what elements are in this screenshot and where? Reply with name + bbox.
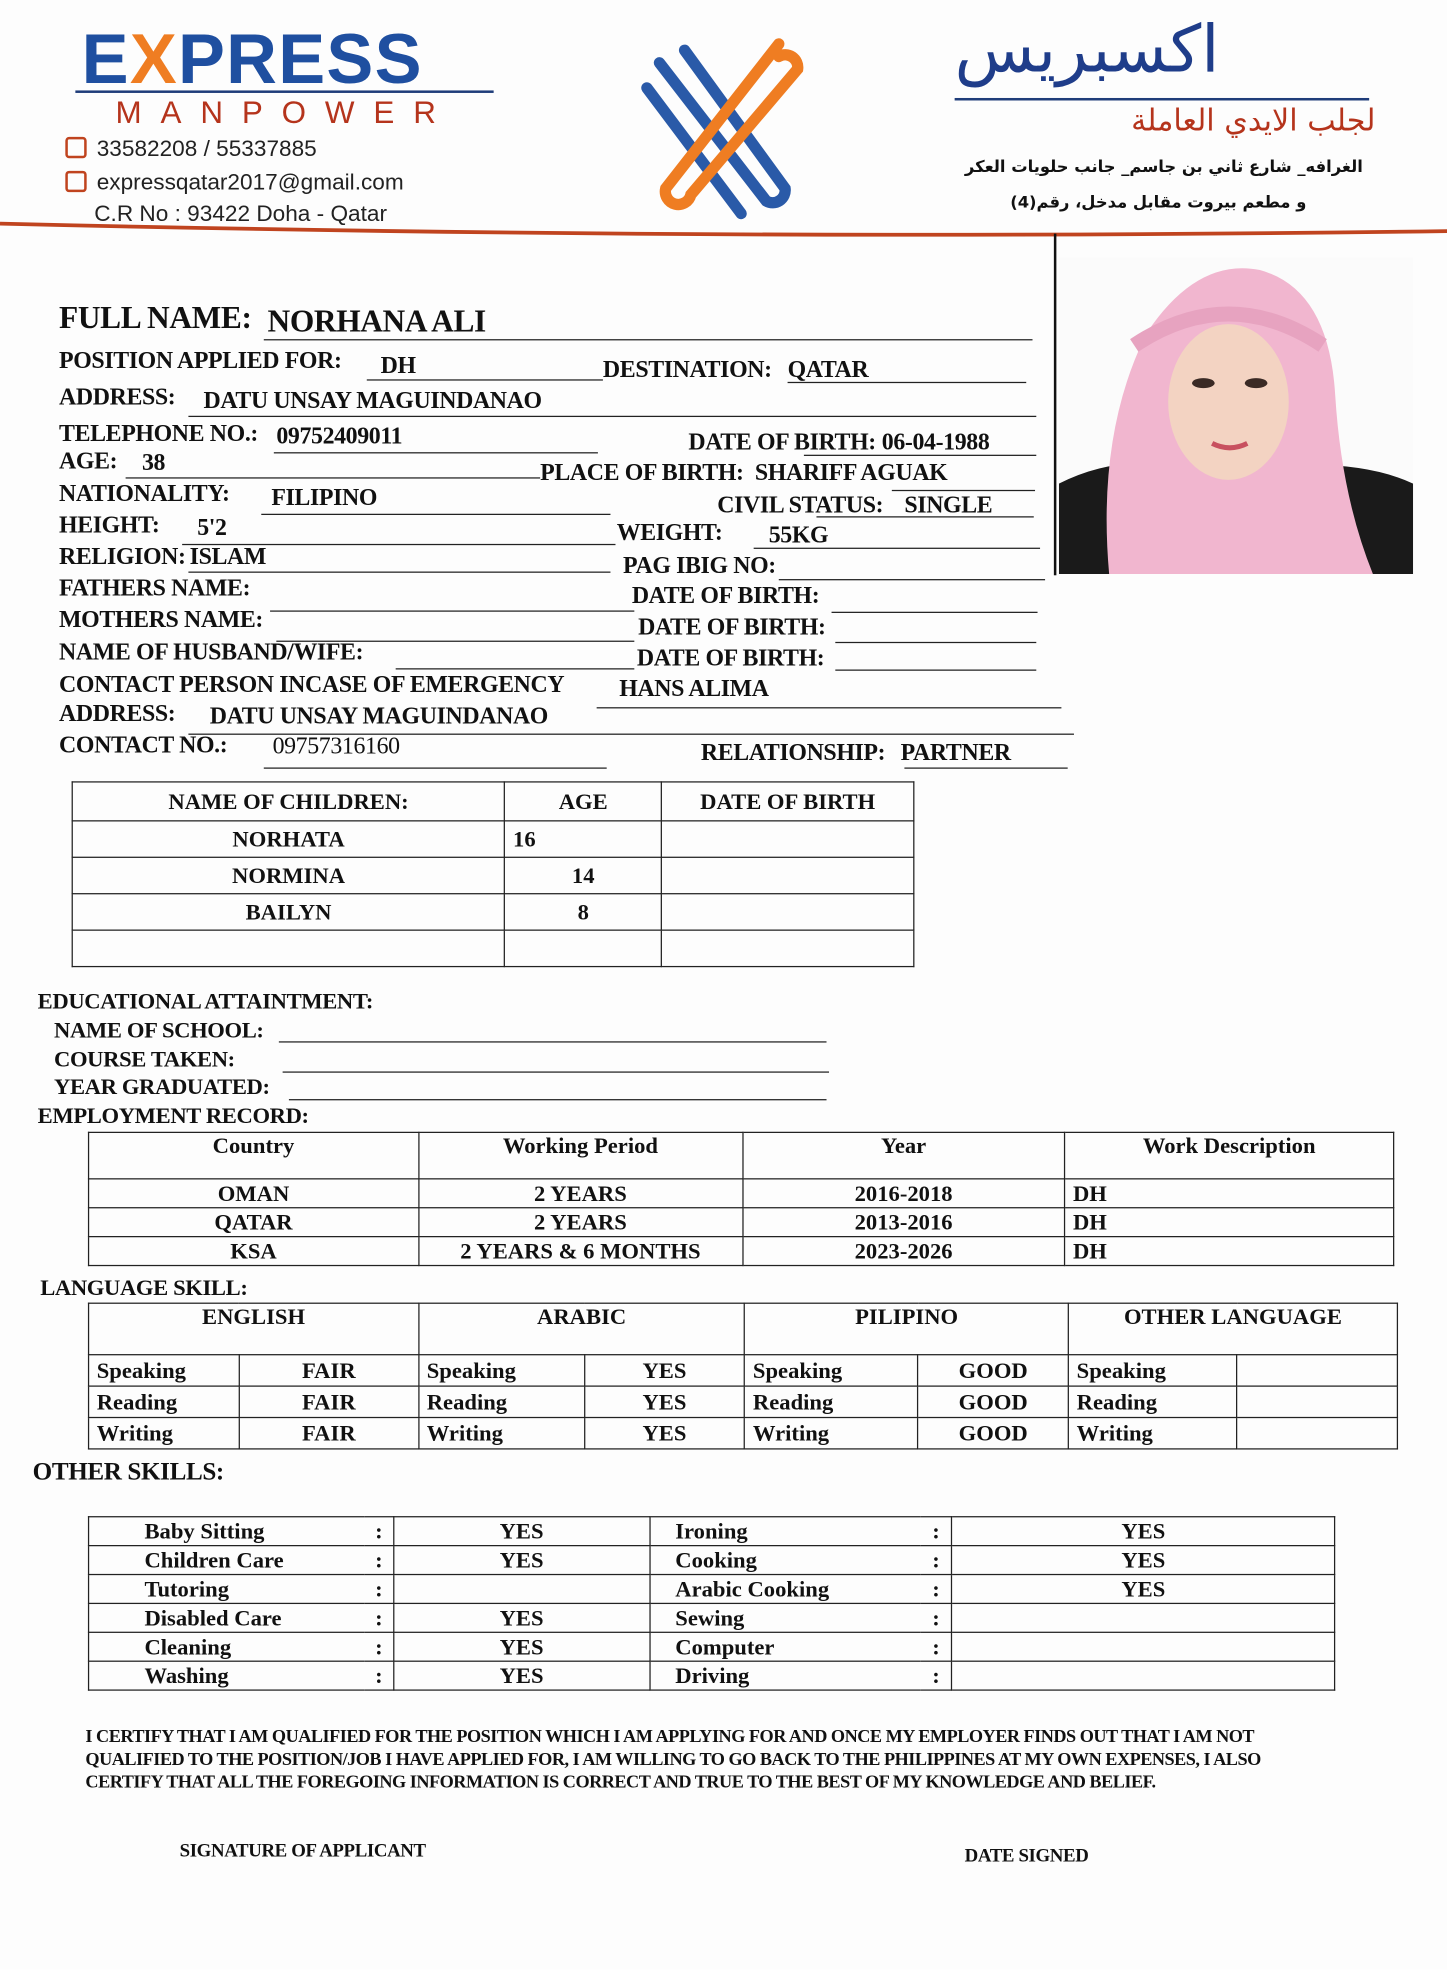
children-cell: 14 xyxy=(505,857,662,893)
address-label: ADDRESS: xyxy=(59,384,176,411)
father-dob-label: DATE OF BIRTH: xyxy=(631,582,820,610)
skill-value[interactable] xyxy=(952,1603,1335,1632)
skills-table xyxy=(88,1516,1335,1691)
children-cell: 8 xyxy=(505,894,662,930)
age-value: 38 xyxy=(141,449,166,477)
relationship-line xyxy=(904,767,1067,768)
pagibig-label: PAG IBIG NO: xyxy=(623,552,776,580)
language-header-row xyxy=(89,1303,1398,1355)
employment-cell: DH xyxy=(1065,1208,1394,1237)
employment-cell: DH xyxy=(1065,1237,1394,1266)
language-level-cell[interactable] xyxy=(1237,1386,1398,1417)
children-header-cell: AGE xyxy=(505,782,662,821)
language-level-cell: GOOD xyxy=(918,1418,1069,1449)
language-header-cell: PILIPINO xyxy=(745,1303,1069,1355)
skill-colon: : xyxy=(921,1661,952,1690)
employment-row xyxy=(89,1179,1394,1208)
relationship-value: PARTNER xyxy=(900,739,1011,767)
employment-cell: KSA xyxy=(89,1237,419,1266)
year-graduated-label: YEAR GRADUATED: xyxy=(54,1073,270,1100)
children-cell: NORHATA xyxy=(72,821,505,857)
school-label: NAME OF SCHOOL: xyxy=(54,1017,264,1043)
arabic-address-2: و مطعم بيروت مقابل مدخل، رقم(4) xyxy=(1010,193,1307,213)
civil-status-value: SINGLE xyxy=(904,492,993,519)
language-header-cell: ARABIC xyxy=(419,1303,745,1355)
weight-line xyxy=(754,548,1040,549)
religion-value: ISLAM xyxy=(189,543,267,571)
skill-name: Disabled Care xyxy=(89,1603,365,1632)
language-skill-cell: Reading xyxy=(89,1386,240,1417)
school-field[interactable] xyxy=(279,1041,827,1042)
skill-name: Children Care xyxy=(89,1546,365,1575)
course-label: COURSE TAKEN: xyxy=(54,1046,235,1072)
brand-subtitle: MANPOWER xyxy=(115,95,455,131)
children-row xyxy=(72,857,914,893)
pob-value: SHARIFF AGUAK xyxy=(754,459,948,487)
children-row xyxy=(72,821,914,857)
date-signed-label: DATE SIGNED xyxy=(964,1846,1089,1867)
arabic-subtitle: لجلب الايدي العاملة xyxy=(1131,103,1376,139)
language-level-cell: FAIR xyxy=(239,1355,418,1386)
children-cell: NORMINA xyxy=(72,857,505,893)
weight-value: 55KG xyxy=(768,522,829,549)
father-dob-field[interactable] xyxy=(832,612,1038,613)
telephone-value: 09752409011 xyxy=(276,423,403,450)
employment-cell: 2013-2016 xyxy=(742,1208,1064,1237)
telephone-line xyxy=(274,452,598,453)
weight-label: WEIGHT: xyxy=(616,520,723,547)
skill-name: Arabic Cooking xyxy=(650,1575,921,1604)
skill-name: Cooking xyxy=(650,1546,921,1575)
language-level-cell[interactable] xyxy=(1237,1418,1398,1449)
mother-dob-field[interactable] xyxy=(835,642,1036,643)
email-icon xyxy=(65,171,86,192)
skill-row xyxy=(89,1661,1335,1690)
civil-status-label: CIVIL STATUS: xyxy=(717,492,884,519)
children-header-cell: DATE OF BIRTH xyxy=(662,782,914,821)
language-level-cell[interactable] xyxy=(1237,1355,1398,1386)
language-level-cell: FAIR xyxy=(239,1418,418,1449)
skill-value: YES xyxy=(952,1575,1335,1604)
employment-title: EMPLOYMENT RECORD: xyxy=(37,1102,309,1128)
position-line xyxy=(367,379,603,380)
position-label: POSITION APPLIED FOR: xyxy=(59,347,342,375)
employment-row xyxy=(89,1237,1394,1266)
address-line xyxy=(188,416,1036,417)
language-table xyxy=(88,1303,1398,1450)
nationality-label: NATIONALITY: xyxy=(59,481,230,508)
employment-cell: 2016-2018 xyxy=(742,1179,1064,1208)
pagibig-field[interactable] xyxy=(779,579,1045,580)
phone-numbers: 33582208 / 55337885 xyxy=(96,135,317,161)
skill-name: Baby Sitting xyxy=(89,1517,365,1546)
skill-value[interactable] xyxy=(952,1661,1335,1690)
position-value: DH xyxy=(380,352,416,380)
skill-colon: : xyxy=(365,1661,394,1690)
language-row xyxy=(89,1355,1398,1386)
emergency-line xyxy=(597,707,1062,708)
contact-line xyxy=(264,767,607,768)
skill-colon: : xyxy=(921,1632,952,1661)
relationship-label: RELATIONSHIP: xyxy=(700,739,886,767)
skill-row xyxy=(89,1546,1335,1575)
language-title: LANGUAGE SKILL: xyxy=(40,1274,248,1301)
full-name-label: FULL NAME: xyxy=(59,301,252,336)
skill-colon: : xyxy=(921,1603,952,1632)
language-skill-cell: Writing xyxy=(89,1418,240,1449)
emergency-label: CONTACT PERSON INCASE OF EMERGENCY xyxy=(59,672,565,699)
dob-label: DATE OF BIRTH: xyxy=(688,429,876,456)
spouse-dob-label: DATE OF BIRTH: xyxy=(636,645,825,673)
children-cell: 16 xyxy=(505,821,662,857)
destination-line xyxy=(788,382,1027,383)
employment-row xyxy=(89,1208,1394,1237)
skill-name: Washing xyxy=(89,1661,365,1690)
employment-header-cell: Working Period xyxy=(418,1132,742,1178)
dob-line xyxy=(804,455,1036,456)
children-cell[interactable] xyxy=(662,930,914,966)
phone-line xyxy=(65,136,316,162)
children-cell[interactable] xyxy=(662,821,914,857)
email-line xyxy=(65,170,403,196)
header-red-line xyxy=(0,214,1447,245)
brand-divider xyxy=(75,90,493,93)
skill-value: YES xyxy=(952,1517,1335,1546)
contact-label: CONTACT NO.: xyxy=(59,732,228,759)
brand-logo-text: EXPRESS xyxy=(81,18,423,98)
skill-colon: : xyxy=(921,1517,952,1546)
skill-name: Tutoring xyxy=(89,1575,365,1604)
children-cell[interactable] xyxy=(505,930,662,966)
father-name-field[interactable] xyxy=(270,610,634,611)
height-value: 5'2 xyxy=(197,515,227,542)
skill-name: Computer xyxy=(650,1632,921,1661)
skill-row xyxy=(89,1517,1335,1546)
children-header-row xyxy=(72,782,914,821)
telephone-label: TELEPHONE NO.: xyxy=(59,420,258,448)
language-header-cell: ENGLISH xyxy=(89,1303,419,1355)
employment-cell: 2023-2026 xyxy=(742,1237,1064,1266)
certification-text: I CERTIFY THAT I AM QUALIFIED FOR THE POSITION WHICH I AM APPLYING FOR AND ONCE MY EMPLOYER FINDS OUT THAT I AM NOT QUALIFIED TO THE POSITION/JOB I HAVE APPLIED FOR, I AM WILLING TO GO BACK TO THE PHILIPPINES AT MY OWN EXPENSES, I ALSO CERTIFY THAT ALL THE FOREGOING INFORMATION IS CORRECT AND TRUE TO THE BEST OF MY KNOWLEDGE AND BELIEF. xyxy=(85,1727,1261,1793)
spouse-dob-field[interactable] xyxy=(835,670,1036,671)
nationality-line xyxy=(261,514,610,515)
skill-name: Ironing xyxy=(650,1517,921,1546)
language-row xyxy=(89,1386,1398,1417)
employment-cell: 2 YEARS xyxy=(418,1208,742,1237)
mother-label: MOTHERS NAME: xyxy=(59,606,263,634)
skill-colon: : xyxy=(365,1603,394,1632)
skill-colon: : xyxy=(365,1517,394,1546)
skill-value[interactable] xyxy=(394,1575,650,1604)
address-value: DATU UNSAY MAGUINDANAO xyxy=(203,388,542,415)
skill-name: Cleaning xyxy=(89,1632,365,1661)
language-level-cell: YES xyxy=(584,1386,745,1417)
full-name-line xyxy=(264,339,1033,340)
emergency-value: HANS ALIMA xyxy=(619,675,769,703)
father-label: FATHERS NAME: xyxy=(59,575,251,602)
language-skill-cell: Reading xyxy=(745,1386,918,1417)
language-skill-cell: Speaking xyxy=(1068,1355,1236,1386)
language-level-cell: GOOD xyxy=(918,1355,1069,1386)
email-address: expressqatar2017@gmail.com xyxy=(96,169,404,195)
em-address-label: ADDRESS: xyxy=(59,700,176,728)
language-skill-cell: Writing xyxy=(419,1418,585,1449)
skill-value: YES xyxy=(952,1546,1335,1575)
children-row xyxy=(72,930,914,966)
language-skill-cell: Speaking xyxy=(89,1355,240,1386)
arabic-brand-name: اكسبريس xyxy=(954,12,1220,88)
employment-header-cell: Year xyxy=(742,1132,1064,1178)
language-level-cell: FAIR xyxy=(239,1386,418,1417)
photo-frame-line xyxy=(1054,234,1057,576)
children-cell[interactable] xyxy=(72,930,505,966)
employment-table xyxy=(88,1132,1394,1266)
full-name-value: NORHANA ALI xyxy=(267,305,486,340)
company-emblem-icon xyxy=(634,31,822,219)
employment-cell: QATAR xyxy=(89,1208,419,1237)
cr-number: C.R No : 93422 Doha - Qatar xyxy=(94,200,388,227)
signature-label: SIGNATURE OF APPLICANT xyxy=(179,1841,426,1862)
skills-title: OTHER SKILLS: xyxy=(32,1458,224,1486)
skill-value: YES xyxy=(394,1632,650,1661)
age-label: AGE: xyxy=(59,448,118,475)
language-row xyxy=(89,1418,1398,1449)
skill-colon: : xyxy=(365,1546,394,1575)
destination-value: QATAR xyxy=(787,356,869,384)
employment-header-cell: Work Description xyxy=(1065,1132,1394,1178)
mother-dob-label: DATE OF BIRTH: xyxy=(638,614,826,641)
language-skill-cell: Writing xyxy=(1068,1418,1236,1449)
language-level-cell: YES xyxy=(584,1418,745,1449)
children-header-cell: NAME OF CHILDREN: xyxy=(72,782,505,821)
nationality-value: FILIPINO xyxy=(271,484,378,512)
language-header-cell: OTHER LANGUAGE xyxy=(1068,1303,1397,1355)
education-title: EDUCATIONAL ATTAINTMENT: xyxy=(37,988,374,1014)
language-skill-cell: Speaking xyxy=(745,1355,918,1386)
skill-row xyxy=(89,1575,1335,1604)
destination-label: DESTINATION: xyxy=(602,356,772,384)
dob-value: 06-04-1988 xyxy=(881,429,990,456)
spouse-label: NAME OF HUSBAND/WIFE: xyxy=(59,639,364,666)
skill-value: YES xyxy=(394,1603,650,1632)
skill-colon: : xyxy=(365,1575,394,1604)
skill-colon: : xyxy=(921,1546,952,1575)
employment-cell: OMAN xyxy=(89,1179,419,1208)
employment-cell: DH xyxy=(1065,1179,1394,1208)
children-cell: BAILYN xyxy=(72,894,505,930)
religion-line xyxy=(188,572,610,573)
skill-name: Sewing xyxy=(650,1603,921,1632)
pob-line xyxy=(892,490,1035,491)
year-graduated-field[interactable] xyxy=(289,1099,827,1100)
skill-value: YES xyxy=(394,1661,650,1690)
arabic-address-1: الغرافه_ شارع ثاني بن جاسم_ جانب حلويات العكر xyxy=(964,158,1363,178)
pob-label: PLACE OF BIRTH: xyxy=(540,459,744,487)
skill-colon: : xyxy=(921,1575,952,1604)
children-row xyxy=(72,894,914,930)
skill-value: YES xyxy=(394,1546,650,1575)
skill-name: Driving xyxy=(650,1661,921,1690)
height-label: HEIGHT: xyxy=(59,512,160,539)
spouse-name-field[interactable] xyxy=(396,668,635,669)
skill-row xyxy=(89,1603,1335,1632)
applicant-photo xyxy=(1059,258,1413,575)
employment-cell: 2 YEARS xyxy=(418,1179,742,1208)
age-line xyxy=(126,477,541,478)
skill-row xyxy=(89,1632,1335,1661)
children-table xyxy=(72,781,915,967)
language-skill-cell: Reading xyxy=(1068,1386,1236,1417)
language-level-cell: YES xyxy=(584,1355,745,1386)
language-skill-cell: Reading xyxy=(419,1386,585,1417)
phone-icon xyxy=(65,137,86,158)
em-address-value: DATU UNSAY MAGUINDANAO xyxy=(209,703,548,730)
religion-label: RELIGION: xyxy=(59,543,186,571)
employment-header-cell: Country xyxy=(89,1132,419,1178)
children-cell[interactable] xyxy=(662,857,914,893)
course-field[interactable] xyxy=(283,1071,829,1072)
language-level-cell: GOOD xyxy=(918,1386,1069,1417)
children-cell[interactable] xyxy=(662,894,914,930)
language-skill-cell: Speaking xyxy=(419,1355,585,1386)
employment-header-row xyxy=(89,1132,1394,1178)
skill-value[interactable] xyxy=(952,1632,1335,1661)
civil-status-line xyxy=(816,516,1033,517)
employment-cell: 2 YEARS & 6 MONTHS xyxy=(418,1237,742,1266)
language-skill-cell: Writing xyxy=(745,1418,918,1449)
skill-value: YES xyxy=(394,1517,650,1546)
skill-colon: : xyxy=(365,1632,394,1661)
contact-value: 09757316160 xyxy=(272,733,400,760)
arabic-divider xyxy=(955,98,1370,101)
